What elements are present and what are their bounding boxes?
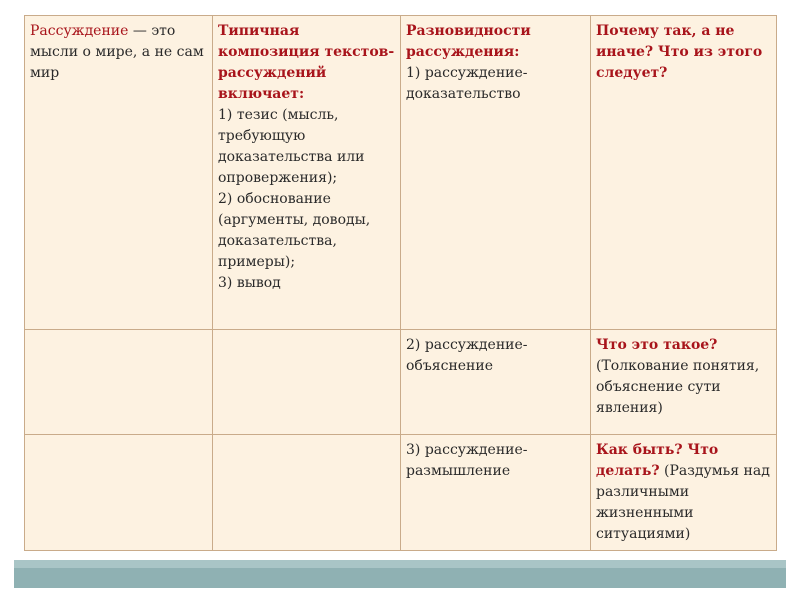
slide-footer-bar: [14, 560, 786, 588]
slide-footer-highlight: [14, 560, 786, 568]
composition-item-argument: 2) обоснование (аргументы, доводы, доказательства, примеры);: [218, 191, 371, 270]
composition-cell: [213, 16, 401, 330]
empty-cell: [213, 435, 401, 551]
variety-proof: 1) рассуждение-доказательство: [406, 65, 528, 102]
question-cell-what: [591, 330, 777, 435]
reasoning-definition: — это мысли о мире, а не сам мир: [30, 23, 204, 81]
variety-explanation-cell: [401, 330, 591, 435]
variety-reflection-cell: [401, 435, 591, 551]
question-why: Почему так, а не иначе? Что из этого следует?: [596, 23, 763, 81]
varieties-cell: [401, 16, 591, 330]
question-how: Как быть? Что делать?: [596, 442, 719, 479]
empty-cell: [25, 435, 213, 551]
definition-cell: [25, 16, 213, 330]
reasoning-table: [24, 15, 777, 551]
composition-heading: Типичная композиция текстов-рассуждений включает:: [218, 23, 395, 102]
empty-cell: [25, 330, 213, 435]
question-cell-how: [591, 435, 777, 551]
composition-item-conclusion: 3) вывод: [218, 275, 281, 291]
reasoning-term: Рассуждение: [30, 23, 129, 39]
varieties-heading: Разновидности рассуждения:: [406, 23, 531, 60]
composition-item-thesis: 1) тезис (мысль, требующую доказательства или опровержения);: [218, 107, 365, 186]
variety-explanation: 2) рассуждение-объяснение: [406, 337, 528, 374]
question-what-note: (Толкование понятия, объяснение сути явления): [596, 358, 760, 416]
empty-cell: [213, 330, 401, 435]
table-row: [25, 330, 777, 435]
variety-reflection: 3) рассуждение-размышление: [406, 442, 528, 479]
table-row: [25, 16, 777, 330]
question-what: Что это такое?: [596, 337, 718, 353]
question-cell-why: [591, 16, 777, 330]
question-how-note: (Раздумья над различными жизненными ситуациями): [596, 463, 770, 542]
table-row: [25, 435, 777, 551]
